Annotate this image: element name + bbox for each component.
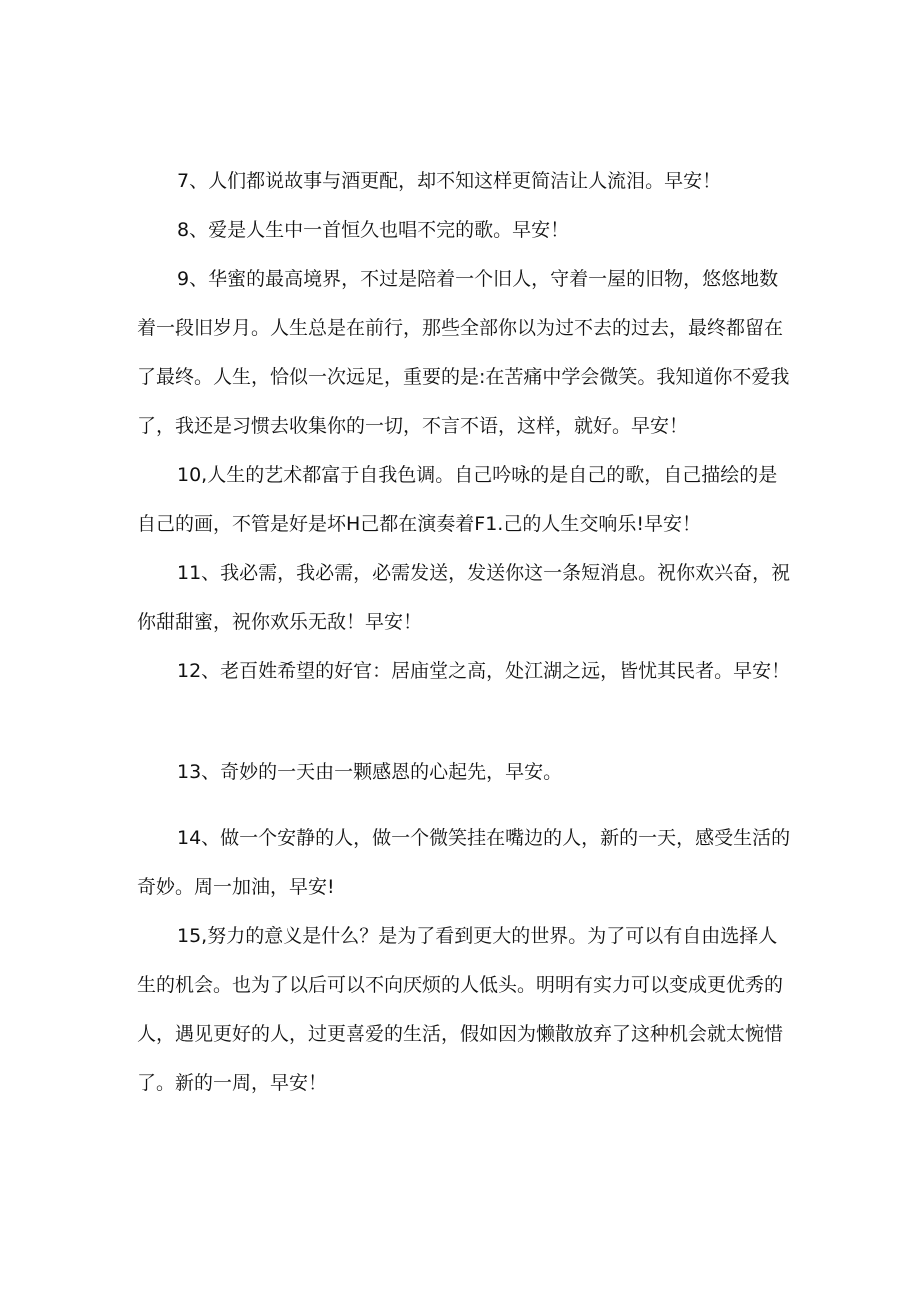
paragraph-8: 8、爱是人生中一首恒久也唱不完的歌。早安！: [177, 219, 570, 241]
paragraph-10: 10,人生的艺术都富于自我色调。自己吟咏的是自己的歌，自己描绘的是自己的画，不管是好是坏H己都在演奏着F1.己的人生交响乐!早安！: [137, 464, 778, 535]
paragraph-9: 9、华蜜的最高境界，不过是陪着一个旧人，守着一屋的旧物，悠悠地数着一段旧岁月。人生总是在前行，那些全部你以为过不去的过去，最终都留在了最终。人生，恰似一次远足，重要的是:在苦痛中学会微笑。我知道你不爱我了，我还是习惯去收集你的一切，不言不语，这样，就好。早安！: [137, 268, 790, 437]
paragraph-12: 12、老百姓希望的好官：居庙堂之高，处江湖之远，皆忧其民者。早安！: [177, 660, 791, 682]
paragraph-7: 7、人们都说故事与酒更配，却不知这样更简洁让人流泪。早安！: [177, 170, 722, 192]
paragraph-11: 11、我必需，我必需，必需发送，发送你这一条短消息。祝你欢兴奋，祝你甜甜蜜，祝你欢乐无敌！早安！: [137, 562, 791, 633]
paragraph-15: 15,努力的意义是什么？是为了看到更大的世界。为了可以有自由选择人生的机会。也为了以后可以不向厌烦的人低头。明明有实力可以变成更优秀的人，遇见更好的人，过更喜爱的生活，假如因为懒散放弃了这种机会就太惋惜了。新的一周，早安！: [137, 925, 784, 1094]
paragraph-14: 14、做一个安静的人，做一个微笑挂在嘴边的人，新的一天，感受生活的奇妙。周一加油，早安!: [137, 827, 791, 898]
paragraph-13: 13、奇妙的一天由一颗感恩的心起先，早安。: [177, 761, 563, 783]
